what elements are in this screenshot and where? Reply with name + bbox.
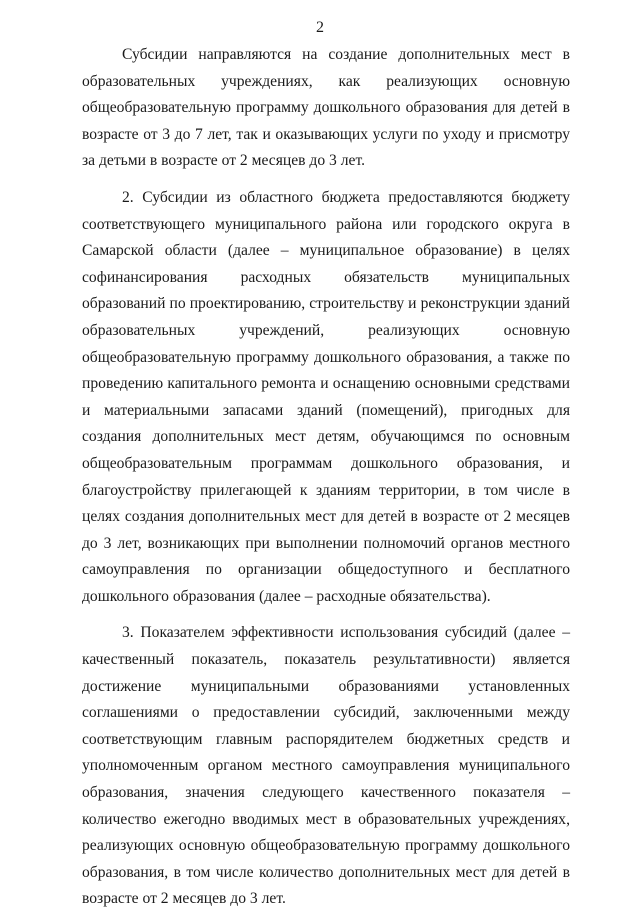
- document-body: [82, 42, 570, 913]
- paragraph-1: Субсидии направляются на создание дополнительных мест в образовательных учреждениях, как реализующих основную общеобразовательную программу дошкольного образования для детей в возрасте от 3 до 7 лет, так и оказывающих услуги по уходу и присмотру за детьми в возрасте от 2 месяцев до 3 лет.: [82, 46, 570, 170]
- page-number: 2: [316, 19, 324, 36]
- paragraph-2: 2. Субсидии из областного бюджета предоставляются бюджету соответствующего муниципального района или городского округа в Самарской области (далее – муниципальное образование) в целях софинансирования расходных обязательств муниципальных образований по проектированию, строительству и реконструкции зданий образовательных учреждений, реализующих основную общеобразовательную программу дошкольного образования, а также по проведению капитального ремонта и оснащению основными средствами и материальными запасами зданий (помещений), пригодных для создания дополнительных мест детям, обучающимся по основным общеобразовательным программам дошкольного образования, и благоустройству прилегающей к зданиям территории, в том числе в целях создания дополнительных мест для детей в возрасте от 2 месяцев до 3 лет, возникающих при выполнении полномочий органов местного самоуправления по организации общедоступного и бесплатного дошкольного образования (далее – расходные обязательства).: [82, 188, 570, 605]
- paragraph-3: 3. Показателем эффективности использования субсидий (далее – качественный показатель, показатель результативности) является достижение муниципальными образованиями установленных соглашениями о предоставлении субсидий, заключенными между соответствующим главным распорядителем бюджетных средств и уполномоченным органом местного самоуправления муниципального образования, значения следующего качественного показателя – количество ежегодно вводимых мест в образовательных учреждениях, реализующих основную общеобразовательную программу дошкольного образования, в том числе количество дополнительных мест для детей в возрасте от 2 месяцев до 3 лет.: [82, 624, 570, 908]
